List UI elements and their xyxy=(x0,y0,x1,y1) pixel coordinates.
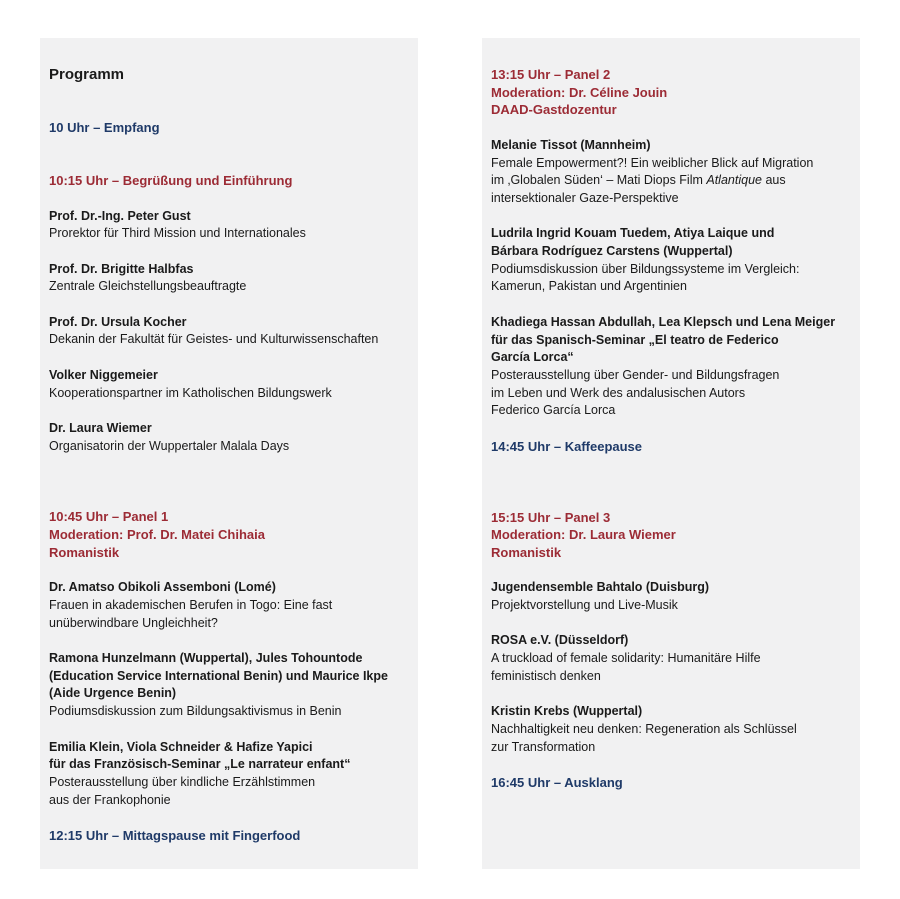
description-line: Zentrale Gleichstellungsbeauftragte xyxy=(49,279,247,294)
description-line: Posterausstellung über kindliche Erzählstimmen xyxy=(49,774,316,789)
speaker-line: ROSA e.V. (Düsseldorf) xyxy=(491,633,629,648)
heading-line: 13:15 Uhr – Panel 2 xyxy=(491,67,611,82)
description-line: Female Empowerment?! Ein weiblicher Blick auf Migration xyxy=(491,155,814,170)
description-line: Kooperationspartner im Katholischen Bildungswerk xyxy=(49,385,332,400)
description-line: unüberwindbare Ungleichheit? xyxy=(49,615,218,630)
heading-line: 14:45 Uhr – Kaffeepause xyxy=(491,438,643,454)
description-line: Prorektor für Third Mission und Internationales xyxy=(49,226,306,241)
heading-line: Romanistik xyxy=(49,544,120,560)
description-line: Projektvorstellung und Live-Musik xyxy=(491,598,678,612)
speaker-line: Emilia Klein, Viola Schneider & Hafize Yapici xyxy=(49,739,313,754)
speaker-line: (Aide Urgence Benin) xyxy=(49,686,177,701)
speaker-line: Ramona Hunzelmann (Wuppertal), Jules Tohountode xyxy=(49,651,363,666)
description-line: aus der Frankophonie xyxy=(49,792,171,807)
speaker-line: Prof. Dr.-Ing. Peter Gust xyxy=(49,208,191,223)
heading-line: 10:45 Uhr – Panel 1 xyxy=(49,509,169,525)
program-entry-block xyxy=(491,137,856,208)
time-heading-block xyxy=(491,774,856,792)
page-title-block xyxy=(49,66,414,84)
heading-line: 10:15 Uhr – Begrüßung und Einführung xyxy=(49,173,293,189)
speaker-line: Kristin Krebs (Wuppertal) xyxy=(491,704,643,719)
time-heading-block xyxy=(491,438,856,456)
speaker-line: Khadiega Hassan Abdullah, Lea Klepsch und Lena Meiger xyxy=(491,314,836,329)
program-entry-block xyxy=(49,739,414,810)
description-line: Nachhaltigkeit neu denken: Regeneration als Schlüssel xyxy=(491,721,797,736)
program-entry-block xyxy=(491,632,856,685)
speaker-line: Volker Niggemeier xyxy=(49,367,158,382)
description-line: Dekanin der Fakultät für Geistes- und Kulturwissenschaften xyxy=(49,332,379,347)
description-line: Federico García Lorca xyxy=(491,403,616,418)
program-entry-block xyxy=(49,367,414,402)
speaker-line: Ludrila Ingrid Kouam Tuedem, Atiya Laique und xyxy=(491,226,775,241)
description-line: A truckload of female solidarity: Humanitäre Hilfe xyxy=(491,651,761,666)
session-heading-block xyxy=(49,172,414,190)
heading-line: Moderation: Dr. Laura Wiemer xyxy=(491,527,676,543)
description-line: feministisch denken xyxy=(491,668,601,683)
heading-line: Romanistik xyxy=(491,544,562,560)
session-heading-block xyxy=(491,509,856,562)
program-entry-block xyxy=(49,420,414,455)
time-heading-block xyxy=(49,119,414,137)
speaker-line: Dr. Laura Wiemer xyxy=(49,420,152,435)
film-title-italic: Atlantique xyxy=(706,173,762,188)
speaker-line: Jugendensemble Bahtalo (Duisburg) xyxy=(491,580,710,595)
program-entry-block xyxy=(49,261,414,296)
heading-line: DAAD-Gastdozentur xyxy=(491,102,617,118)
speaker-line: (Education Service International Benin) und Maurice Ikpe xyxy=(49,668,388,683)
page-title: Programm xyxy=(49,66,125,83)
description-line: Frauen in akademischen Berufen in Togo: Eine fast xyxy=(49,597,333,612)
heading-line: 15:15 Uhr – Panel 3 xyxy=(491,509,611,525)
description-line: Podiumsdiskussion über Bildungssysteme im Vergleich: xyxy=(491,261,800,276)
heading-line: 12:15 Uhr – Mittagspause mit Fingerfood xyxy=(49,828,301,844)
text-segment: aus xyxy=(761,173,786,188)
description-line: im Leben und Werk des andalusischen Autors xyxy=(491,385,746,400)
description-line: Podiumsdiskussion zum Bildungsaktivismus in Benin xyxy=(49,704,342,719)
speaker-line: Dr. Amatso Obikoli Assemboni (Lomé) xyxy=(49,580,276,595)
speaker-line: für das Spanisch-Seminar „El teatro de Federico xyxy=(491,332,779,347)
time-heading-block xyxy=(49,827,414,845)
speaker-line: Melanie Tissot (Mannheim) xyxy=(491,137,651,152)
program-entry-block xyxy=(49,208,414,243)
description-line xyxy=(491,172,856,190)
program-entry-block xyxy=(49,314,414,349)
heading-line: Moderation: Prof. Dr. Matei Chihaia xyxy=(49,527,265,543)
description-line: Posterausstellung über Gender- und Bildungsfragen xyxy=(491,367,780,382)
heading-line: 16:45 Uhr – Ausklang xyxy=(491,774,623,790)
heading-line: Moderation: Dr. Céline Jouin xyxy=(491,84,668,100)
program-entry-block xyxy=(49,650,414,721)
description-line: intersektionaler Gaze-Perspektive xyxy=(491,190,679,205)
speaker-line: García Lorca“ xyxy=(491,350,574,365)
description-line: Kamerun, Pakistan und Argentinien xyxy=(491,279,687,294)
program-entry-block xyxy=(49,579,414,632)
program-column-right xyxy=(482,38,860,869)
session-heading-block xyxy=(491,66,856,119)
program-entry-block xyxy=(491,225,856,296)
description-line: Organisatorin der Wuppertaler Malala Days xyxy=(49,438,290,453)
speaker-line: für das Französisch-Seminar „Le narrateur enfant“ xyxy=(49,757,351,772)
session-heading-block xyxy=(49,508,414,561)
program-column-left xyxy=(40,38,418,869)
heading-line: 10 Uhr – Empfang xyxy=(49,120,160,136)
speaker-line: Prof. Dr. Brigitte Halbfas xyxy=(49,261,194,276)
program-entry-block xyxy=(491,703,856,756)
speaker-line: Prof. Dr. Ursula Kocher xyxy=(49,314,187,329)
text-segment: im ‚Globalen Süden‘ – Mati Diops Film xyxy=(491,173,707,188)
program-entry-block xyxy=(491,314,856,420)
speaker-line: Bárbara Rodríguez Carstens (Wuppertal) xyxy=(491,244,733,258)
program-entry-block xyxy=(491,579,856,614)
description-line: zur Transformation xyxy=(491,739,596,754)
